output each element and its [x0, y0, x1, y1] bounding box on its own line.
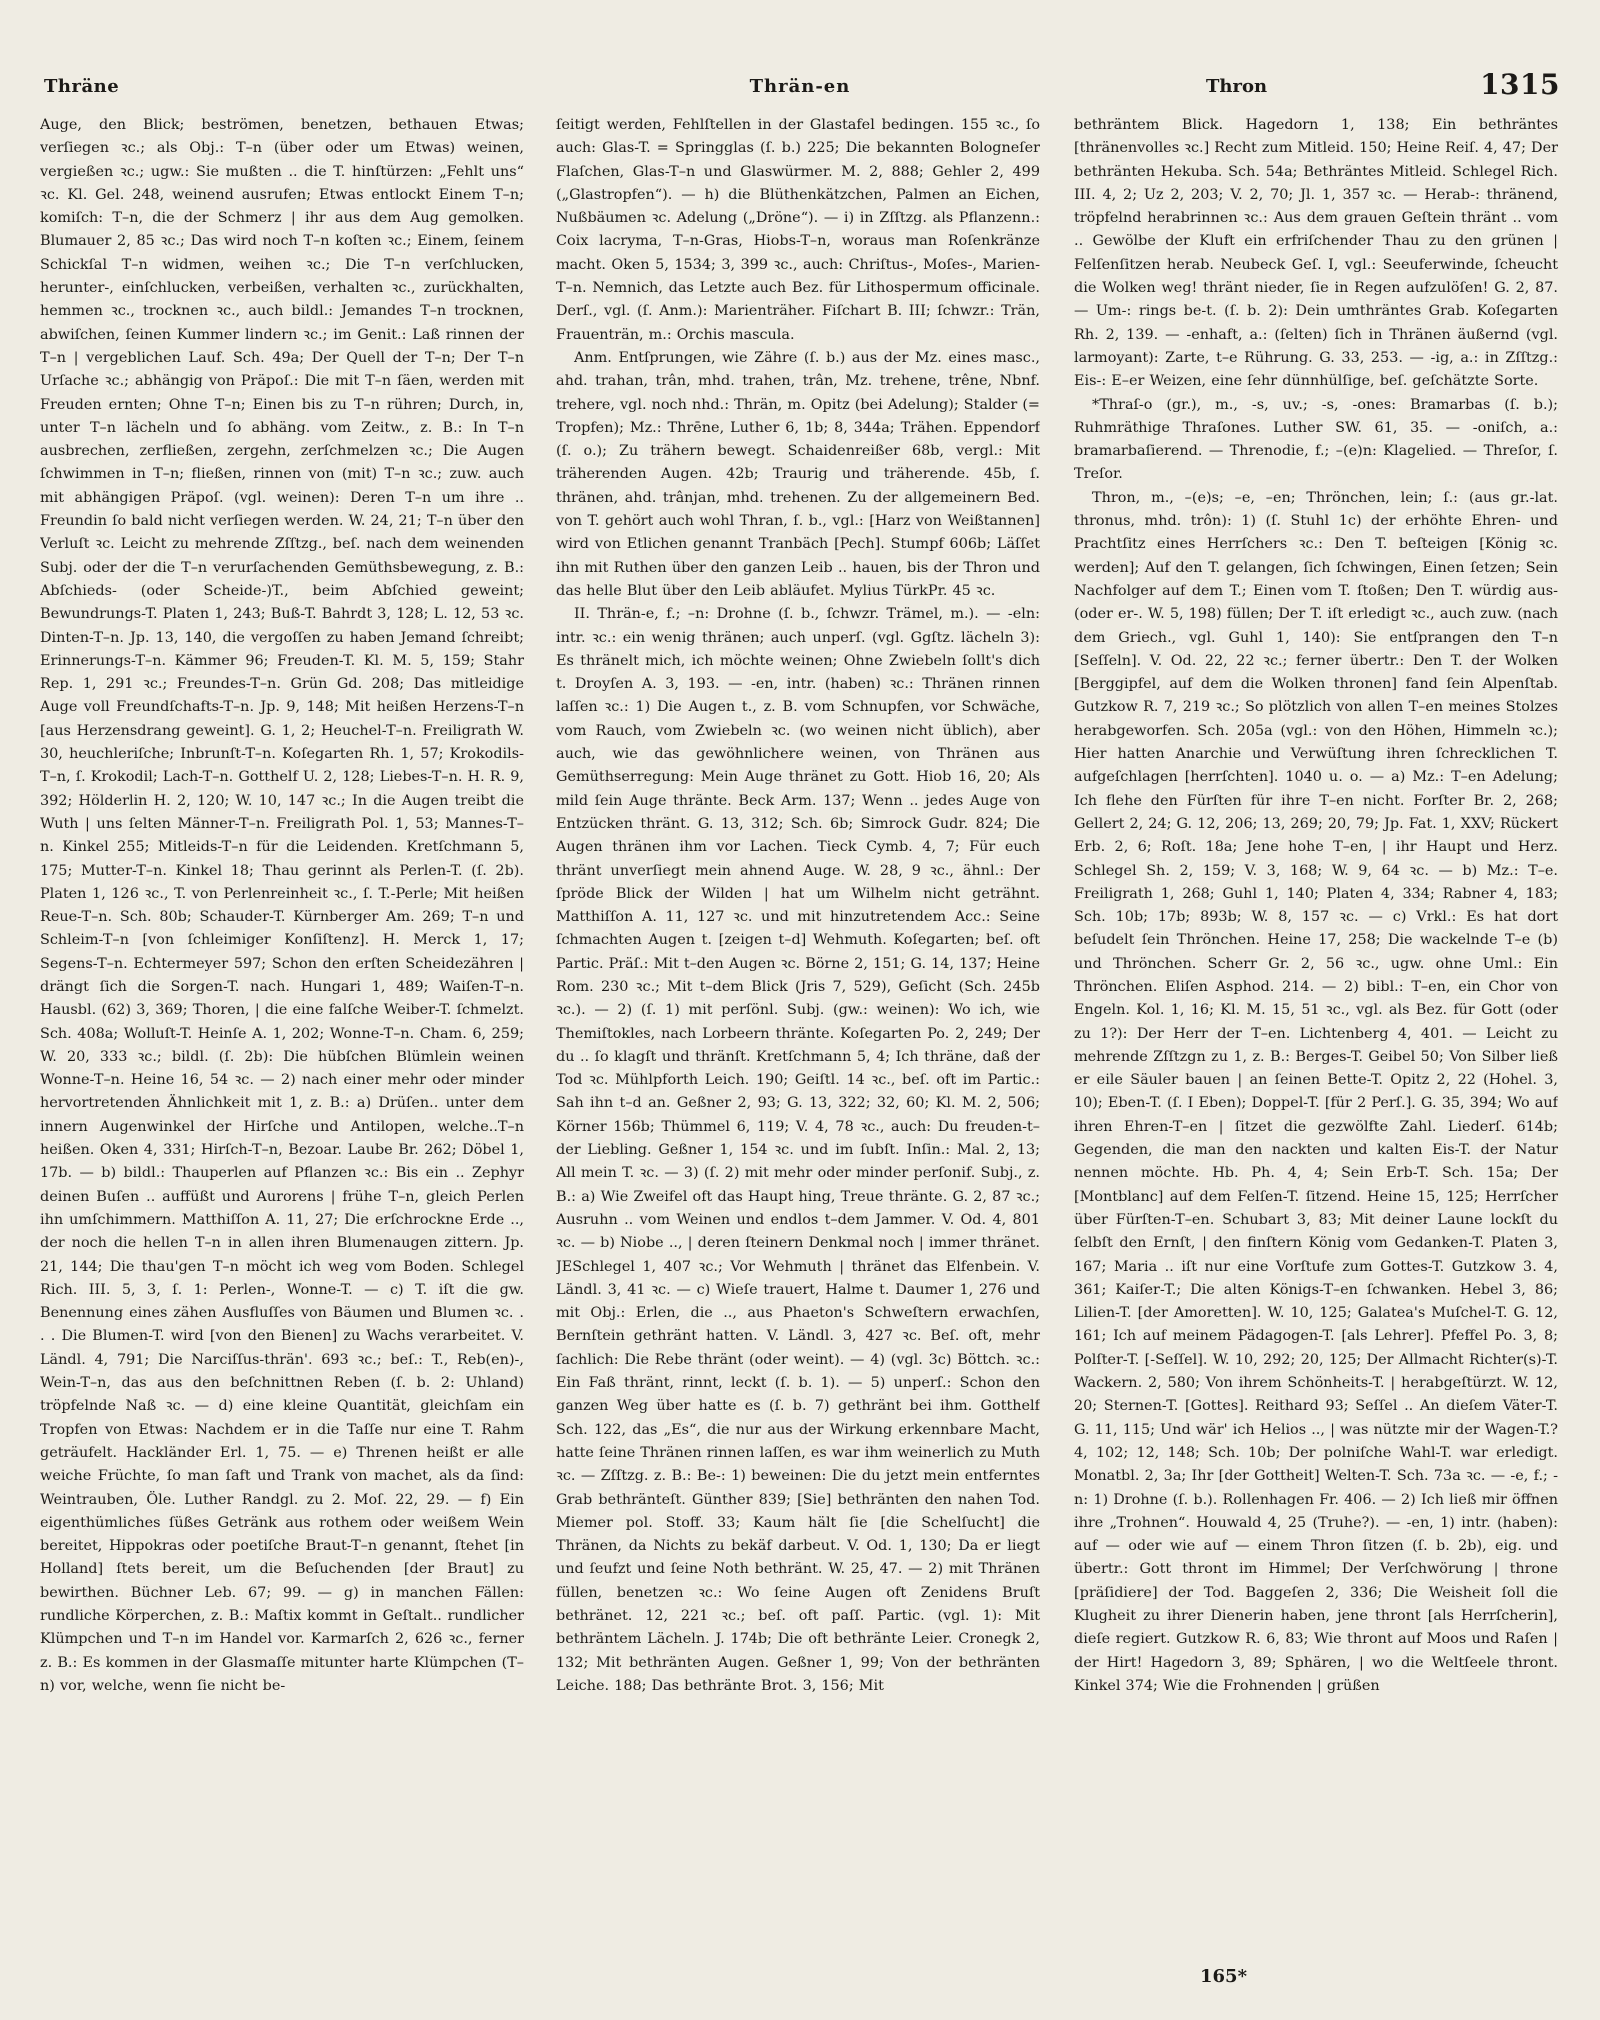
paragraph: ſeitigt werden, Fehlſtellen in der Glastafel bedingen. 155 ꝛc., ſo auch: Glas-T. = Springglas (ſ. b.) 225; Die bekannten Bologneſer Flaſchen, Glas-T–n und Glaswürmer. M. 2, 888; Gehler 2, 499 („Glastropfen“). — h) die Blüthenkätzchen, Palmen an Eichen, Nußbäumen ꝛc. Adelung („Dröne“). — i) in Zſſtzg. als Pflanzenn.: Coix lacryma, T–n-Gras, Hiobs-T–n, woraus man Roſenkränze macht. Oken 5, 1534; 3, 399 ꝛc., auch: Chriſtus-, Moſes-, Marien-T–n. Nemnich, das Letzte auch Bez. für Lithospermum officinale. Derſ., vgl. (ſ. Anm.): Marienträher. Fiſchart B. III; ſchwzr.: Trän, Frauenträn, m.: Orchis mascula.: [556, 117, 1040, 343]
signature-mark: 165*: [1200, 1966, 1247, 1987]
paragraph: bethräntem Blick. Hagedorn 1, 138; Ein bethräntes [thränenvolles ꝛc.] Recht zum Mitleid. 150; Heine Reiſ. 4, 47; Der bethränten Hekuba. Sch. 54a; Bethräntes Mitleid. Schlegel Rich. III. 4, 2; Uz 2, 203; V. 2, 70; Jl. 1, 357 ꝛc. — Herab-: thränend, tröpfelnd herabrinnen ꝛc.: Aus dem grauen Geſtein thränt .. vom .. Gewölbe der Kluft ein erfriſchender Thau zu den grünen | Felſenſitzen herab. Neubeck Geſ. I, vgl.: Seeuferwinde, ſcheucht die Wolken weg! thränt nieder, ſie in Regen aufzulöſen! G. 2, 87. — Um-: rings be-t. (ſ. b. 2): Dein umthräntes Grab. Koſegarten Rh. 2, 139. — -enhaft, a.: (ſelten) ſich in Thränen äußernd (vgl. larmoyant): Zarte, t–e Rührung. G. 33, 253. — -ig, a.: in Zſſtzg.: Eis-: E–er Weizen, eine ſehr dünnhülſige, beſ. geſchätzte Sorte.: [1074, 117, 1558, 390]
page-header: [40, 62, 1560, 102]
page-number: 1315: [1480, 68, 1560, 101]
paragraph: Auge, den Blick; beströmen, benetzen, bethauen Etwas; verſiegen ꝛc.; als Obj.: T–n (über oder um Etwas) weinen, vergießen ꝛc.; ugw.: Sie mußten .. die T. hinſtürzen: „Fehlt uns“ ꝛc. Kl. Gel. 248, weinend ausrufen; Etwas entlockt Einem T–n; komiſch: T–n, die der Schmerz | ihr aus dem Aug gemolken. Blumauer 2, 85 ꝛc.; Das wird noch T–n koſten ꝛc.; Einem, ſeinem Schickſal T–n widmen, weihen ꝛc.; Die T–n verſchlucken, herunter-, einſchlucken, verbeißen, verhalten ꝛc., zurückhalten, hemmen ꝛc., trocknen ꝛc., auch bildl.: Jemandes T–n trocknen, abwiſchen, ſeinen Kummer lindern ꝛc.; im Genit.: Laß rinnen der T–n | vergeblichen Lauf. Sch. 49a; Der Quell der T–n; Der T–n Urſache ꝛc.; abhängig von Präpoſ.: Die mit T–n ſäen, werden mit Freuden ernten; Ohne T–n; Einen bis zu T–n rühren; Durch, in, unter T–n lächeln und ſo abhäng. vom Zeitw., z. B.: In T–n ausbrechen, zerfließen, zergehn, zerſchmelzen ꝛc.; Die Augen ſchwimmen in T–n; fließen, rinnen von (mit) T–n ꝛc.; zuw. auch mit abhängigen Präpoſ. (vgl. weinen): Deren T–n um ihre .. Freundin ſo bald nicht verſiegen werden. W. 24, 21; T–n über den Verluſt ꝛc. Leicht zu mehrende Zſſtzg., beſ. nach dem weinenden Subj. oder der die T–n verurſachenden Gemüthsbewegung, z. B.: Abſchieds- (oder Scheide-)T., beim Abſchied geweint; Bewundrungs-T. Platen 1, 243; Buß-T. Bahrdt 3, 128; L. 12, 53 ꝛc. Dinten-T–n. Jp. 13, 140, die vergoſſen zu haben Jemand ſchreibt; Erinnerungs-T–n. Kämmer 96; Freuden-T. Kl. M. 5, 159; Stahr Rep. 1, 291 ꝛc.; Freundes-T–n. Grün Gd. 208; Das mitleidige Auge voll Freundſchafts-T–n. Jp. 9, 148; Mit heißen Herzens-T–n [aus Herzensdrang geweint]. G. 1, 2; Heuchel-T–n. Freiligrath W. 30, heuchleriſche; Inbrunſt-T–n. Koſegarten Rh. 1, 57; Krokodils-T–n, ſ. Krokodil; Lach-T–n. Gotthelf U. 2, 128; Liebes-T–n. H. R. 9, 392; Hölderlin H. 2, 120; W. 10, 147 ꝛc.; In die Augen treibt die Wuth | uns ſelten Männer-T–n. Freiligrath Pol. 1, 53; Mannes-T–n. Kinkel 255; Mitleids-T–n für die Leidenden. Kretſchmann 5, 175; Mutter-T–n. Kinkel 18; Thau gerinnt als Perlen-T. (ſ. 2b). Platen 1, 126 ꝛc., T. von Perlenreinheit ꝛc., ſ. T.-Perle; Mit heißen Reue-T–n. Sch. 80b; Schauder-T. Kürnberger Am. 269; T–n und Schleim-T–n [von ſchleimiger Konſiſtenz]. H. Merck 1, 17; Segens-T–n. Echtermeyer 597; Schon den erſten Scheidezähren | drängt ſich die Sorgen-T. nach. Hungari 1, 489; Waiſen-T–n. Hausbl. (62) 3, 369; Thoren, | die eine falſche Weiber-T. ſchmelzt. Sch. 408a; Wolluſt-T. Heinſe A. 1, 202; Wonne-T–n. Cham. 6, 259; W. 20, 333 ꝛc.; bildl. (ſ. 2b): Die hübſchen Blümlein weinen Wonne-T–n. Heine 16, 54 ꝛc. — 2) nach einer mehr oder minder hervortretenden Ähnlichkeit mit 1, z. B.: a) Drüſen.. unter dem innern Augenwinkel der Hirſche und Antilopen, welche..T–n heißen. Oken 4, 331; Hirſch-T–n, Bezoar. Laube Br. 262; Döbel 1, 17b. — b) bildl.: Thauperlen auf Pflanzen ꝛc.: Bis ein .. Zephyr deinen Buſen .. auffüßt und Aurorens | frühe T–n, gleich Perlen ihn umſchimmern. Matthiſſon A. 11, 27; Die erſchrockne Erde .., der noch die hellen T–n in allen ihren Blumenaugen zittern. Jp. 21, 144; Die thau'gen T–n möcht ich weg vom Boden. Schlegel Rich. III. 5, 3, ſ. 1: Perlen-, Wonne-T. — c) T. iſt die gw. Benennung eines zähen Ausfluſſes von Bäumen und Blumen ꝛc. . . . Die Blumen-T. wird [von den Bienen] zu Wachs verarbeitet. V. Ländl. 4, 791; Die Narciſſus-thrän'. 693 ꝛc.; beſ.: T., Reb(en)-, Wein-T–n, das aus den beſchnittnen Reben (ſ. b. 2: Uhland) tröpfelnde Naß ꝛc. — d) eine kleine Quantität, gleichſam ein Tropfen von Etwas: Nachdem er in die Taſſe nur eine T. Rahm geträufelt. Hackländer Erl. 1, 75. — e) Threnen heißt er alle weiche Früchte, ſo man ſaft und Trank von machet, als da ſind: Weintrauben, Öle. Luther Randgl. zu 2. Moſ. 22, 29. — f) Ein eigenthümliches ſüßes Getränk aus rothem oder weißem Wein bereitet, Hippokras oder poetiſche Braut-T–n genannt, ſtehet [in Holland] ſtets bereit, um die Beſuchenden [der Braut] zu bewirthen. Büchner Leb. 67; 99. — g) in manchen Fällen: rundliche Körperchen, z. B.: Maſtix kommt in Geſtalt.. rundlicher Klümpchen und T–n im Handel vor. Karmarſch 2, 626 ꝛc., ferner z. B.: Es kommen in der Glasmaſſe mitunter harte Klümpchen (T–n) vor, welche, wenn ſie nicht be-: [40, 117, 524, 1694]
paragraph: Thron, m., –(e)s; –e, –en; Thrönchen, lein; ſ.: (aus gr.-lat. thronus, mhd. trôn): 1) (ſ. Stuhl 1c) der erhöhte Ehren- und Prachtſitz eines Herrſchers ꝛc.: Den T. beſteigen [König ꝛc. werden]; Auf den T. gelangen, ſich ſchwingen, Einen ſetzen; Sein Nachfolger auf dem T.; Einen vom T. ſtoßen; Den T. würdig aus- (oder er-. W. 5, 198) füllen; Der T. iſt erledigt ꝛc., auch zuw. (nach dem Griech., vgl. Guhl 1, 140): Sie entſprangen den T–n [Seſſeln]. V. Od. 22, 22 ꝛc.; ferner übertr.: Den T. der Wolken [Berggipfel, auf dem die Wolken thronen] fand ſein Alpenſtab. Gutzkow R. 7, 219 ꝛc.; So plötzlich von allen T–en meines Stolzes herabgeworfen. Sch. 205a (vgl.: von den Höhen, Himmeln ꝛc.); Hier hatten Anarchie und Verwüſtung ihren ſchrecklichen T. aufgeſchlagen [herrſchten]. 1040 u. o. — a) Mz.: T–en Adelung; Ich flehe den Fürſten für ihre T–en nicht. Forſter Br. 2, 268; Gellert 2, 24; G. 12, 206; 13, 269; 20, 79; Jp. Fat. 1, XXV; Rückert Erb. 2, 6; Roſt. 18a; Jene hohe T–en, | ihr Haupt und Herz. Schlegel Sh. 2, 159; V. 3, 168; W. 9, 64 ꝛc. — b) Mz.: T–e. Freiligrath 1, 268; Guhl 1, 140; Platen 4, 334; Rabner 4, 183; Sch. 10b; 17b; 893b; W. 8, 157 ꝛc. — c) Vrkl.: Es hat dort beſudelt ſein Thrönchen. Heine 17, 258; Die wackelnde T–e (b) und Thrönchen. Scherr Gr. 2, 56 ꝛc., ugw. ohne Uml.: Ein Thrönchen. Eliſen Asphod. 214. — 2) bibl.: T–en, ein Chor von Engeln. Kol. 1, 16; Kl. M. 15, 51 ꝛc., vgl. als Bez. für Gott (oder zu 1?): Der Herr der T–en. Lichtenberg 4, 401. — Leicht zu mehrende Zſſtzgn zu 1, z. B.: Berges-T. Geibel 50; Von Silber ließ er eile Säuler bauen | an ſeinen Bette-T. Opitz 2, 22 (Hohel. 3, 10); Eben-T. (ſ. I Eben); Doppel-T. [für 2 Perſ.]. G. 35, 394; Wo auf ihren Ehren-T–en | ſitzet die gezwölfte Zahl. Liederſ. 614b; Gegenden, die man den nackten und kalten Eis-T. der Natur nennen möchte. Hb. Ph. 4, 4; Sein Erb-T. Sch. 15a; Der [Montblanc] auf dem Felſen-T. ſitzend. Heine 15, 125; Herrſcher über Fürſten-T–en. Schubart 3, 83; Mit deiner Laune lockſt du ſelbſt den Ernſt, | den finſtern König vom Gedanken-T. Platen 3, 167; Maria .. iſt nur eine Vorſtufe zum Gottes-T. Gutzkow 3. 4, 361; Kaiſer-T.; Die alten Königs-T–en ſchwanken. Hebel 3, 86; Lilien-T. [der Amoretten]. W. 10, 125; Galatea's Muſchel-T. G. 12, 161; Ich auf meinem Pädagogen-T. [als Lehrer]. Pfeffel Po. 3, 8; Polſter-T. [-Seſſel]. W. 10, 292; 20, 125; Der Allmacht Richter(s)-T. Wackern. 2, 580; Von ihrem Schönheits-T. | herabgeſtürzt. W. 12, 20; Sternen-T. [Gottes]. Reithard 93; Seſſel .. An dieſem Väter-T. G. 11, 115; Und wär' ich Helios .., | was nützte mir der Wagen-T.? 4, 102; 12, 148; Sch. 10b; Der polniſche Wahl-T. war erledigt. Monatbl. 2, 3a; Ihr [der Gottheit] Welten-T. Sch. 73a ꝛc. — -e, f.; -n: 1) Drohne (ſ. b.). Rollenhagen Fr. 406. — 2) Ich ließ mir öffnen ihre „Trohnen“. Houwald 4, 25 (Truhe?). — -en, 1) intr. (haben): auf — oder wie auf — einem Thron ſitzen (ſ. b. 2b), eig. und übertr.: Gott thront im Himmel; Der Verſchwörung | throne [präſidiere] der Tod. Baggeſen 2, 336; Die Weisheit ſoll die Klugheit zu ihrer Dienerin haben, jene thront [als Herrſcherin], dieſe regiert. Gutzkow R. 6, 83; Wie thront auf Moos und Raſen | der Hirt! Hagedorn 3, 89; Sphären, | wo die Weltſeele thront. Kinkel 374; Wie die Frohnenden | grüßen: [1074, 489, 1558, 1694]
text-column-middle: [556, 114, 1040, 1954]
paragraph: *Thraſ-o (gr.), m., -s, uv.; -s, -ones: Bramarbas (ſ. b.); Ruhmräthige Thraſones. Luther SW. 61, 35. — -oniſch, a.: bramarbaſierend. — Threnodie, f.; –(e)n: Klagelied. — Threſor, ſ. Treſor.: [1074, 396, 1558, 483]
left-catchword: Thräne: [44, 76, 120, 97]
text-column-right: [1074, 114, 1558, 1954]
paragraph: II. Thrän-e, f.; –n: Drohne (ſ. b., ſchwzr. Trämel, m.). — -eln: intr. ꝛc.: ein wenig thränen; auch unperſ. (vgl. Ggſtz. lächeln 3): Es thränelt mich, ich möchte weinen; Ohne Zwiebeln ſollt's dich t. Droyſen A. 3, 193. — -en, intr. (haben) ꝛc.: Thränen rinnen laſſen ꝛc.: 1) Die Augen t., z. B. vom Schnupfen, vor Schwäche, vom Rauch, vom Zwiebeln ꝛc. (wo weinen nicht üblich), aber auch, wie das gewöhnlichere weinen, von Thränen aus Gemüthserregung: Mein Auge thränet zu Gott. Hiob 16, 20; Als mild ſein Auge thränte. Beck Arm. 137; Wenn .. jedes Auge von Entzücken thränt. G. 13, 312; Sch. 6b; Simrock Gudr. 824; Die Augen thränen ihm vor Lachen. Tieck Cymb. 4, 7; Für euch thränt unverſiegt mein ahnend Auge. W. 28, 9 ꝛc., ähnl.: Der ſpröde Blick der Wilden | hat um Wilhelm nicht geträhnt. Matthiſſon A. 11, 127 ꝛc. und mit hinzutretendem Acc.: Seine ſchmachten Augen t. [zeigen t–d] Wehmuth. Koſegarten; beſ. oft Partic. Präſ.: Mit t–den Augen ꝛc. Börne 2, 151; G. 14, 137; Heine Rom. 230 ꝛc.; Mit t–dem Blick (Jris 7, 529), Geſicht (Sch. 245b ꝛc.). — 2) (ſ. 1) mit perſönl. Subj. (gw.: weinen): Wo ich, wie Themiſtokles, nach Lorbeern thränte. Koſegarten Po. 2, 249; Der du .. ſo klagſt und thränſt. Kretſchmann 5, 4; Ich thräne, daß der Tod ꝛc. Mühlpforth Leich. 190; Geiſtl. 14 ꝛc., beſ. oft im Partic.: Sah ihn t–d an. Geßner 2, 93; G. 13, 322; 32, 60; Kl. M. 2, 506; Körner 156b; Thümmel 6, 119; V. 4, 78 ꝛc., auch: Du freuden-t–der Liebling. Geßner 1, 154 ꝛc. und im ſubſt. Inſin.: Mal. 2, 13; All mein T. ꝛc. — 3) (ſ. 2) mit mehr oder minder perſonif. Subj., z. B.: a) Wie Zweifel oft das Haupt hing, Treue thränte. G. 2, 87 ꝛc.; Ausruhn .. vom Weinen und endlos t–dem Jammer. V. Od. 4, 801 ꝛc. — b) Niobe .., | deren ſteinern Denkmal noch | immer thränet. JESchlegel 1, 407 ꝛc.; Vor Wehmuth | thränet das Elfenbein. V. Ländl. 3, 41 ꝛc. — c) Wieſe trauert, Halme t. Daumer 1, 276 und mit Obj.: Erlen, die .., aus Phaeton's Schweſtern erwachſen, Bernſtein gethränt hatten. V. Ländl. 3, 427 ꝛc. Beſ. oft, mehr ſachlich: Die Rebe thränt (oder weint). — 4) (vgl. 3c) Böttch. ꝛc.: Ein Faß thränt, rinnt, leckt (ſ. b. 1). — 5) unperſ.: Schon den ganzen Weg über hatte es (ſ. b. 7) gethränt bei ihm. Gotthelf Sch. 122, das „Es“, die nur aus der Wirkung erkennbare Macht, hatte ſeine Thränen rinnen laſſen, es war ihm weinerlich zu Muth ꝛc. — Zſſtzg. z. B.: Be-: 1) beweinen: Die du jetzt mein entferntes Grab bethränteſt. Günther 839; [Sie] bethränten den nahen Tod. Miemer pol. Stoff. 33; Kaum hält ſie [die Schelſucht] die Thränen, da Nichts zu bekäf darbeut. V. Od. 1, 130; Da er liegt und ſeufzt und ſeine Noth bethränt. W. 25, 47. — 2) mit Thränen füllen, benetzen ꝛc.: Wo ſeine Augen oft Zenidens Bruſt bethränet. 12, 221 ꝛc.; beſ. oft paſſ. Partic. (vgl. 1): Mit bethräntem Lächeln. J. 174b; Die oft bethränte Leier. Cronegk 2, 132; Mit bethränten Augen. Geßner 1, 99; Von der bethränten Leiche. 188; Das bethränte Brot. 3, 156; Mit: [556, 606, 1040, 1694]
right-catchword: Thron: [1206, 76, 1268, 97]
center-catchword: Thrän-en: [749, 76, 851, 97]
text-column-left: [40, 114, 524, 1954]
paragraph: Anm. Entſprungen, wie Zähre (ſ. b.) aus der Mz. eines masc., ahd. trahan, trân, mhd. trahen, trân, Mz. trehene, trêne, Nbnf. trehere, vgl. noch nhd.: Thrän, m. Opitz (bei Adelung); Stalder (= Tropfen); Mz.: Thrēne, Luther 6, 1b; 8, 344a; Trähen. Eppendorf (ſ. o.); Zu trähern bewegt. Schaidenreißer 68b, vergl.: Mit träherenden Augen. 42b; Traurig und träherende. 45b, ſ. thränen, ahd. trânjan, mhd. trehenen. Zu der allgemeinern Bed. von T. gehört auch wohl Thran, ſ. b., vgl.: [Harz von Weißtannen] wird von Etlichen genannt Tranbäch [Pech]. Stumpf 606b; Läſſet ihn mit Ruthen über den ganzen Leib .. hauen, bis der Thron und das helle Blut über den Leib abläufet. Mylius TürkPr. 45 ꝛc.: [556, 349, 1040, 599]
